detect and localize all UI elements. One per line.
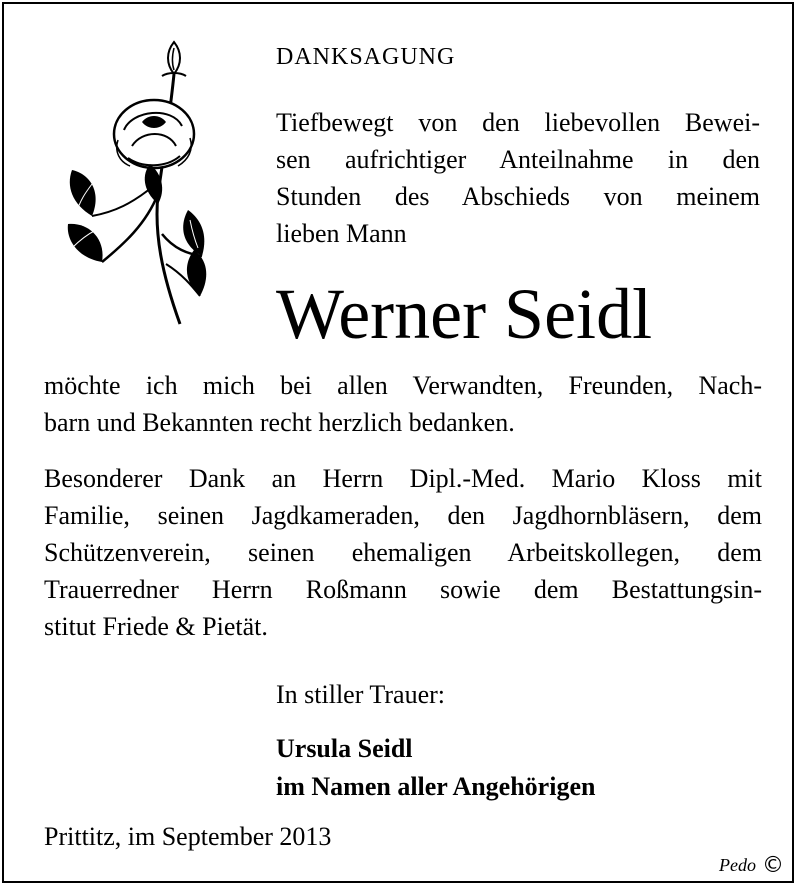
thanks-paragraph (44, 367, 762, 441)
intro-paragraph (276, 104, 760, 252)
signer-name: Ursula Seidl (276, 734, 413, 763)
signer-note: im Namen aller Angehörigen (276, 772, 596, 801)
special-line: Familie, seinen Jagdkameraden, den Jagdhornbläsern, dem (44, 501, 762, 530)
intro-line: sen aufrichtiger Anteilnahme in den (276, 145, 760, 174)
intro-line: lieben Mann (276, 219, 407, 248)
signature-block (276, 730, 595, 806)
thanks-line: barn und Bekannten recht herzlich bedanken. (44, 408, 515, 437)
special-line: stitut Friede & Pietät. (44, 612, 268, 641)
thanks-line: möchte ich mich bei allen Verwandten, Freunden, Nach- (44, 371, 762, 400)
credit-text: Pedo (719, 855, 756, 875)
obituary-notice (2, 2, 794, 883)
mourning-label: In stiller Trauer: (276, 680, 445, 709)
deceased-name: Werner Seidl (276, 274, 653, 354)
special-line: Trauerredner Herrn Roßmann sowie dem Bestattungsin- (44, 575, 762, 604)
rose-icon (62, 34, 212, 352)
place-date: Prittitz, im September 2013 (44, 822, 332, 851)
special-thanks-paragraph (44, 460, 762, 645)
copyright-icon: © (762, 853, 784, 878)
designer-credit (719, 853, 784, 878)
special-line: Schützenverein, seinen ehemaligen Arbeitskollegen, dem (44, 538, 762, 567)
notice-heading: DANKSAGUNG (276, 44, 456, 70)
intro-line: Tiefbewegt von den liebevollen Bewei- (276, 108, 760, 137)
special-line: Besonderer Dank an Herrn Dipl.-Med. Mario Kloss mit (44, 464, 762, 493)
intro-line: Stunden des Abschieds von meinem (276, 182, 760, 211)
